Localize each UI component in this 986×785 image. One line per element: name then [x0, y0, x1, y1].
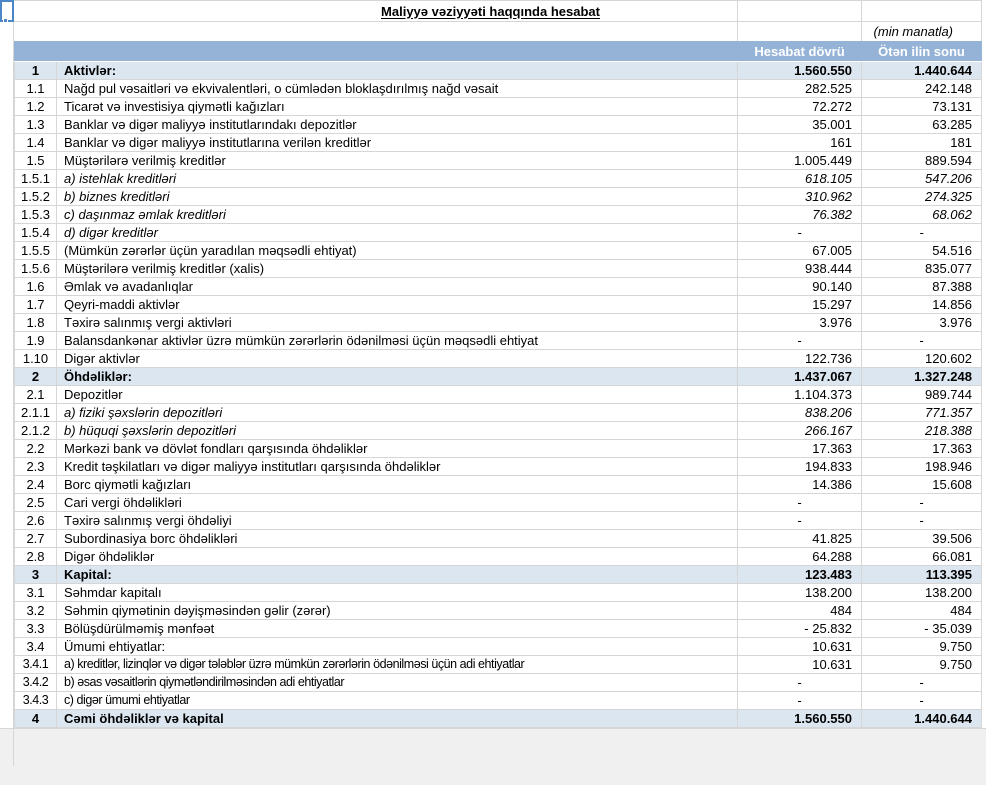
- table-header-row: [15, 42, 982, 62]
- row-label-cell[interactable]: Cari vergi öhdəlikləri: [57, 494, 738, 512]
- table-row: [15, 62, 982, 80]
- table-row: [15, 386, 982, 404]
- table-row: [15, 584, 982, 602]
- value-current-cell[interactable]: 266.167: [738, 422, 862, 440]
- row-label-cell[interactable]: Digər aktivlər: [57, 350, 738, 368]
- row-number-cell[interactable]: 1.10: [15, 350, 57, 368]
- header-current-period[interactable]: Hesabat dövrü: [738, 42, 862, 62]
- value-current-cell[interactable]: 1.560.550: [738, 62, 862, 80]
- row-label-cell[interactable]: Depozitlər: [57, 386, 738, 404]
- value-current-cell[interactable]: 138.200: [738, 584, 862, 602]
- value-current-cell[interactable]: -: [738, 332, 862, 350]
- row-label-cell[interactable]: Kapital:: [57, 566, 738, 584]
- fill-handle[interactable]: [3, 18, 8, 23]
- table-row: [15, 134, 982, 152]
- value-previous-cell[interactable]: -: [862, 494, 982, 512]
- value-previous-cell[interactable]: 120.602: [862, 350, 982, 368]
- table-row: [15, 602, 982, 620]
- row-number-cell[interactable]: 3.2: [15, 602, 57, 620]
- row-number-cell[interactable]: 1.5.5: [15, 242, 57, 260]
- value-previous-cell[interactable]: 63.285: [862, 116, 982, 134]
- table-row: [15, 152, 982, 170]
- table-row: [15, 530, 982, 548]
- value-current-cell[interactable]: 67.005: [738, 242, 862, 260]
- value-previous-cell[interactable]: 771.357: [862, 404, 982, 422]
- value-previous-cell[interactable]: 15.608: [862, 476, 982, 494]
- value-current-cell[interactable]: 10.631: [738, 656, 862, 674]
- table-row: [15, 116, 982, 134]
- table-row: [15, 224, 982, 242]
- table-row: [15, 80, 982, 98]
- value-current-cell[interactable]: 17.363: [738, 440, 862, 458]
- value-current-cell[interactable]: 282.525: [738, 80, 862, 98]
- table-row: [15, 206, 982, 224]
- row-number-cell[interactable]: 3.4.3: [15, 692, 57, 710]
- row-label-cell[interactable]: Öhdəliklər:: [57, 368, 738, 386]
- value-current-cell[interactable]: 15.297: [738, 296, 862, 314]
- outside-sheet-area: [0, 728, 986, 785]
- value-previous-cell[interactable]: 54.516: [862, 242, 982, 260]
- value-current-cell[interactable]: 41.825: [738, 530, 862, 548]
- header-label-cell[interactable]: [57, 42, 738, 62]
- value-previous-cell[interactable]: - 35.039: [862, 620, 982, 638]
- value-previous-cell[interactable]: 39.506: [862, 530, 982, 548]
- value-current-cell[interactable]: 838.206: [738, 404, 862, 422]
- row-number-cell[interactable]: 3.4: [15, 638, 57, 656]
- row-label-cell[interactable]: Təxirə salınmış vergi öhdəliyi: [57, 512, 738, 530]
- value-previous-cell[interactable]: -: [862, 692, 982, 710]
- row-label-cell[interactable]: Aktivlər:: [57, 62, 738, 80]
- value-previous-cell[interactable]: 3.976: [862, 314, 982, 332]
- row-label-cell[interactable]: Banklar və digər maliyyə institutlarına verilən kreditlər: [57, 134, 738, 152]
- gutter-column-line: [0, 0, 14, 766]
- table-row: [15, 548, 982, 566]
- value-previous-cell[interactable]: 9.750: [862, 638, 982, 656]
- row-number-cell[interactable]: 1: [15, 62, 57, 80]
- table-body: [15, 62, 982, 728]
- value-previous-cell[interactable]: 989.744: [862, 386, 982, 404]
- row-label-cell[interactable]: Balansdankənar aktivlər üzrə mümkün zərərlərin ödənilməsi üçün məqsədli ehtiyat: [57, 332, 738, 350]
- table-row: [15, 314, 982, 332]
- financial-position-table: [14, 41, 982, 728]
- value-previous-cell[interactable]: 73.131: [862, 98, 982, 116]
- row-label-cell[interactable]: Müştərilərə verilmiş kreditlər: [57, 152, 738, 170]
- row-number-cell[interactable]: 1.1: [15, 80, 57, 98]
- row-label-cell[interactable]: d) digər kreditlər: [57, 224, 738, 242]
- row-label-cell[interactable]: Müştərilərə verilmiş kreditlər (xalis): [57, 260, 738, 278]
- value-current-cell[interactable]: 1.437.067: [738, 368, 862, 386]
- value-current-cell[interactable]: 10.631: [738, 638, 862, 656]
- value-previous-cell[interactable]: 1.440.644: [862, 62, 982, 80]
- table-row: [15, 674, 982, 692]
- row-label-cell[interactable]: a) fiziki şəxslərin depozitləri: [57, 404, 738, 422]
- row-number-cell[interactable]: 3.4.1: [15, 656, 57, 674]
- header-previous-period[interactable]: Ötən ilin sonu: [862, 42, 982, 62]
- table-row: [15, 296, 982, 314]
- table-row: [15, 422, 982, 440]
- row-number-cell[interactable]: 4: [15, 710, 57, 728]
- row-number-cell[interactable]: 2.5: [15, 494, 57, 512]
- row-number-cell[interactable]: 1.5.2: [15, 188, 57, 206]
- value-previous-cell[interactable]: 218.388: [862, 422, 982, 440]
- value-current-cell[interactable]: -: [738, 494, 862, 512]
- row-label-cell[interactable]: Kredit təşkilatları və digər maliyyə institutları qarşısında öhdəliklər: [57, 458, 738, 476]
- table-row: [15, 440, 982, 458]
- table-row: [15, 494, 982, 512]
- value-previous-cell[interactable]: 242.148: [862, 80, 982, 98]
- value-current-cell[interactable]: 310.962: [738, 188, 862, 206]
- value-current-cell[interactable]: 3.976: [738, 314, 862, 332]
- value-current-cell[interactable]: 1.560.550: [738, 710, 862, 728]
- row-label-cell[interactable]: Əmlak və avadanlıqlar: [57, 278, 738, 296]
- value-previous-cell[interactable]: 547.206: [862, 170, 982, 188]
- value-current-cell[interactable]: -: [738, 512, 862, 530]
- value-current-cell[interactable]: 14.386: [738, 476, 862, 494]
- table-row: [15, 566, 982, 584]
- value-current-cell[interactable]: 123.483: [738, 566, 862, 584]
- row-number-cell[interactable]: 3: [15, 566, 57, 584]
- row-number-cell[interactable]: 3.3: [15, 620, 57, 638]
- value-previous-cell[interactable]: 198.946: [862, 458, 982, 476]
- row-label-cell[interactable]: Səhmin qiymətinin dəyişməsindən gəlir (zərər): [57, 602, 738, 620]
- table-row: [15, 404, 982, 422]
- value-current-cell[interactable]: 64.288: [738, 548, 862, 566]
- value-previous-cell[interactable]: -: [862, 224, 982, 242]
- value-previous-cell[interactable]: 835.077: [862, 260, 982, 278]
- row-label-cell[interactable]: Digər öhdəliklər: [57, 548, 738, 566]
- row-label-cell[interactable]: a) istehlak kreditləri: [57, 170, 738, 188]
- value-previous-cell[interactable]: 66.081: [862, 548, 982, 566]
- row-number-cell[interactable]: 3.4.2: [15, 674, 57, 692]
- row-label-cell[interactable]: b) əsas vəsaitlərin qiymətləndirilməsindən adi ehtiyatlar: [57, 674, 738, 692]
- table-row: [15, 98, 982, 116]
- row-label-cell[interactable]: (Mümkün zərərlər üçün yaradılan məqsədli ehtiyat): [57, 242, 738, 260]
- row-label-cell[interactable]: Səhmdar kapitalı: [57, 584, 738, 602]
- row-label-cell[interactable]: Təxirə salınmış vergi aktivləri: [57, 314, 738, 332]
- gridline-stub: [981, 0, 982, 41]
- table-row: [15, 332, 982, 350]
- value-current-cell[interactable]: 1.104.373: [738, 386, 862, 404]
- value-current-cell[interactable]: 938.444: [738, 260, 862, 278]
- value-current-cell[interactable]: 76.382: [738, 206, 862, 224]
- row-label-cell[interactable]: Cəmi öhdəliklər və kapital: [57, 710, 738, 728]
- table-row: [15, 458, 982, 476]
- table-row: [15, 350, 982, 368]
- active-cell-selection[interactable]: [0, 0, 14, 22]
- row-label-cell[interactable]: b) biznes kreditləri: [57, 188, 738, 206]
- value-current-cell[interactable]: 72.272: [738, 98, 862, 116]
- row-label-cell[interactable]: Mərkəzi bank və dövlət fondları qarşısında öhdəliklər: [57, 440, 738, 458]
- table-row: [15, 476, 982, 494]
- row-label-cell[interactable]: a) kreditlər, lizinqlər və digər tələblər üzrə mümkün zərərlərin ödənilməsi üçün adi ehtiyatlar: [57, 656, 738, 674]
- value-previous-cell[interactable]: 113.395: [862, 566, 982, 584]
- row-number-cell[interactable]: 2.4: [15, 476, 57, 494]
- row-label-cell[interactable]: c) daşınmaz əmlak kreditləri: [57, 206, 738, 224]
- row-number-cell[interactable]: 2.1.1: [15, 404, 57, 422]
- table-row: [15, 620, 982, 638]
- header-num-cell[interactable]: [15, 42, 57, 62]
- row-label-cell[interactable]: Ümumi ehtiyatlar:: [57, 638, 738, 656]
- value-previous-cell[interactable]: 484: [862, 602, 982, 620]
- row-number-cell[interactable]: 1.5: [15, 152, 57, 170]
- value-current-cell[interactable]: 35.001: [738, 116, 862, 134]
- value-previous-cell[interactable]: 274.325: [862, 188, 982, 206]
- row-label-cell[interactable]: b) hüquqi şəxslərin depozitləri: [57, 422, 738, 440]
- row-number-cell[interactable]: 3.1: [15, 584, 57, 602]
- value-current-cell[interactable]: 484: [738, 602, 862, 620]
- value-current-cell[interactable]: 1.005.449: [738, 152, 862, 170]
- row-label-cell[interactable]: Ticarət və investisiya qiymətli kağızları: [57, 98, 738, 116]
- value-previous-cell[interactable]: 87.388: [862, 278, 982, 296]
- value-current-cell[interactable]: 122.736: [738, 350, 862, 368]
- table-row: [15, 188, 982, 206]
- row-label-cell[interactable]: Bölüşdürülməmiş mənfəət: [57, 620, 738, 638]
- row-number-cell[interactable]: 1.5.4: [15, 224, 57, 242]
- value-previous-cell[interactable]: 1.327.248: [862, 368, 982, 386]
- row-number-cell[interactable]: 2.1: [15, 386, 57, 404]
- unit-note[interactable]: (min manatla): [873, 24, 953, 39]
- value-current-cell[interactable]: 161: [738, 134, 862, 152]
- value-current-cell[interactable]: -: [738, 692, 862, 710]
- row-number-cell[interactable]: 1.2: [15, 98, 57, 116]
- row-number-cell[interactable]: 1.3: [15, 116, 57, 134]
- table-row: [15, 242, 982, 260]
- report-title[interactable]: Maliyyə vəziyyəti haqqında hesabat: [381, 3, 600, 19]
- row-label-cell[interactable]: Banklar və digər maliyyə institutlarındakı depozitlər: [57, 116, 738, 134]
- table-row: [15, 512, 982, 530]
- value-current-cell[interactable]: -: [738, 674, 862, 692]
- row-number-cell[interactable]: 2.8: [15, 548, 57, 566]
- value-previous-cell[interactable]: -: [862, 674, 982, 692]
- row-label-cell[interactable]: c) digər ümumi ehtiyatlar: [57, 692, 738, 710]
- row-number-cell[interactable]: 1.6: [15, 278, 57, 296]
- value-current-cell[interactable]: 90.140: [738, 278, 862, 296]
- value-previous-cell[interactable]: 889.594: [862, 152, 982, 170]
- value-current-cell[interactable]: -: [738, 224, 862, 242]
- row-number-cell[interactable]: 2: [15, 368, 57, 386]
- value-previous-cell[interactable]: -: [862, 512, 982, 530]
- table-row: [15, 368, 982, 386]
- row-number-cell[interactable]: 2.1.2: [15, 422, 57, 440]
- value-previous-cell[interactable]: 9.750: [862, 656, 982, 674]
- row-number-cell[interactable]: 1.7: [15, 296, 57, 314]
- value-previous-cell[interactable]: 138.200: [862, 584, 982, 602]
- row-number-cell[interactable]: 2.7: [15, 530, 57, 548]
- value-previous-cell[interactable]: 1.440.644: [862, 710, 982, 728]
- row-label-cell[interactable]: Borc qiymətli kağızları: [57, 476, 738, 494]
- row-number-cell[interactable]: 1.5.3: [15, 206, 57, 224]
- row-number-cell[interactable]: 1.9: [15, 332, 57, 350]
- value-current-cell[interactable]: - 25.832: [738, 620, 862, 638]
- row-label-cell[interactable]: Qeyri-maddi aktivlər: [57, 296, 738, 314]
- value-previous-cell[interactable]: 14.856: [862, 296, 982, 314]
- table-row: [15, 692, 982, 710]
- table-row: [15, 278, 982, 296]
- row-label-cell[interactable]: Subordinasiya borc öhdəlikləri: [57, 530, 738, 548]
- table-row: [15, 710, 982, 728]
- row-label-cell[interactable]: Nağd pul vəsaitləri və ekvivalentləri, o cümlədən bloklaşdırılmış nağd vəsait: [57, 80, 738, 98]
- row-number-cell[interactable]: 1.5.1: [15, 170, 57, 188]
- row-number-cell[interactable]: 1.4: [15, 134, 57, 152]
- table-row: [15, 638, 982, 656]
- table-row: [15, 260, 982, 278]
- table-row: [15, 656, 982, 674]
- value-current-cell[interactable]: 618.105: [738, 170, 862, 188]
- unit-note-row: [14, 22, 981, 41]
- row-number-cell[interactable]: 2.6: [15, 512, 57, 530]
- report-title-row: [0, 0, 981, 22]
- row-number-cell[interactable]: 2.3: [15, 458, 57, 476]
- row-number-cell[interactable]: 1.5.6: [15, 260, 57, 278]
- table-row: [15, 170, 982, 188]
- row-number-cell[interactable]: 2.2: [15, 440, 57, 458]
- row-number-cell[interactable]: 1.8: [15, 314, 57, 332]
- value-previous-cell[interactable]: -: [862, 332, 982, 350]
- value-previous-cell[interactable]: 181: [862, 134, 982, 152]
- value-current-cell[interactable]: 194.833: [738, 458, 862, 476]
- value-previous-cell[interactable]: 68.062: [862, 206, 982, 224]
- value-previous-cell[interactable]: 17.363: [862, 440, 982, 458]
